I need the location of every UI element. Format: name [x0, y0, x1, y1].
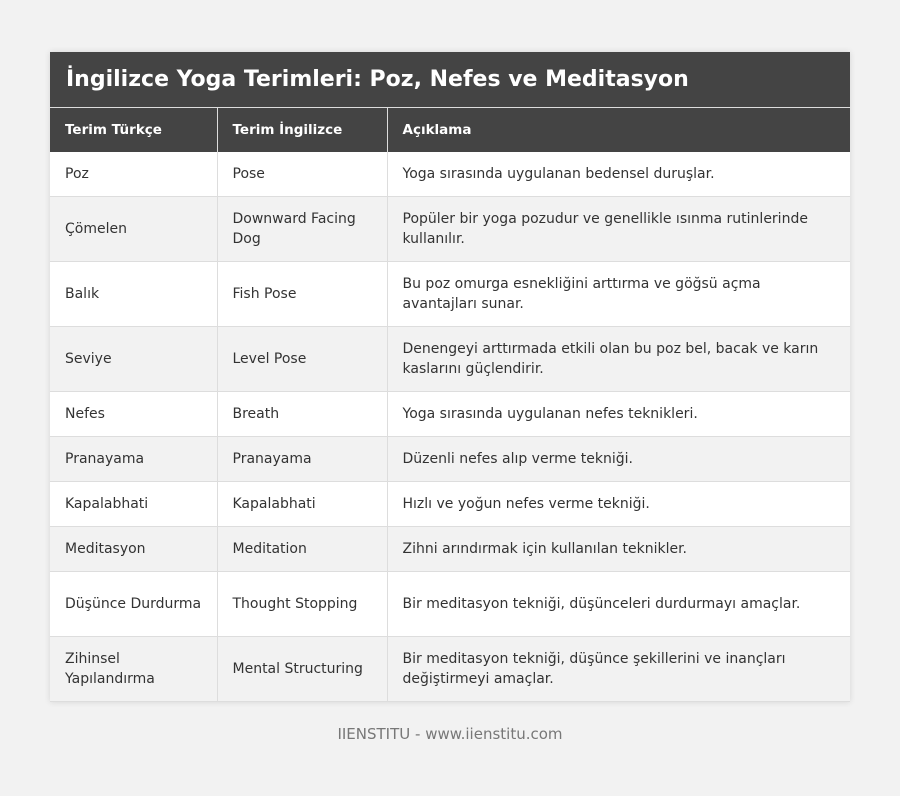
term-english-cell: Pose	[217, 152, 387, 197]
table-row	[50, 327, 850, 392]
term-turkish-cell: Pranayama	[50, 437, 217, 482]
header-row	[50, 108, 850, 152]
term-turkish-cell: Çömelen	[50, 197, 217, 262]
term-turkish-cell: Balık	[50, 262, 217, 327]
term-turkish-cell: Kapalabhati	[50, 482, 217, 527]
description-cell: Zihni arındırmak için kullanılan teknikler.	[387, 527, 850, 572]
description-cell: Popüler bir yoga pozudur ve genellikle ısınma rutinlerinde kullanılır.	[387, 197, 850, 262]
header-turkish: Terim Türkçe	[50, 108, 217, 152]
term-turkish-cell: Nefes	[50, 392, 217, 437]
table-row	[50, 637, 850, 702]
table-row	[50, 527, 850, 572]
header-english: Terim İngilizce	[217, 108, 387, 152]
table-row	[50, 572, 850, 637]
term-turkish-cell: Seviye	[50, 327, 217, 392]
term-turkish-cell: Zihinsel Yapılandırma	[50, 637, 217, 702]
description-cell: Bir meditasyon tekniği, düşünce şekillerini ve inançları değiştirmeyi amaçlar.	[387, 637, 850, 702]
table-row	[50, 152, 850, 197]
table-title: İngilizce Yoga Terimleri: Poz, Nefes ve Meditasyon	[50, 52, 850, 108]
table-row	[50, 197, 850, 262]
description-cell: Düzenli nefes alıp verme tekniği.	[387, 437, 850, 482]
term-english-cell: Pranayama	[217, 437, 387, 482]
term-turkish-cell: Poz	[50, 152, 217, 197]
description-cell: Denengeyi arttırmada etkili olan bu poz bel, bacak ve karın kaslarını güçlendirir.	[387, 327, 850, 392]
term-english-cell: Thought Stopping	[217, 572, 387, 637]
term-english-cell: Downward Facing Dog	[217, 197, 387, 262]
term-english-cell: Mental Structuring	[217, 637, 387, 702]
table-row	[50, 392, 850, 437]
description-cell: Bir meditasyon tekniği, düşünceleri durdurmayı amaçlar.	[387, 572, 850, 637]
term-english-cell: Meditation	[217, 527, 387, 572]
footer-credit: IIENSTITU - www.iienstitu.com	[337, 725, 563, 743]
description-cell: Hızlı ve yoğun nefes verme tekniği.	[387, 482, 850, 527]
table-row	[50, 262, 850, 327]
term-english-cell: Level Pose	[217, 327, 387, 392]
term-english-cell: Breath	[217, 392, 387, 437]
terms-table-card	[50, 52, 850, 702]
table-row	[50, 437, 850, 482]
description-cell: Yoga sırasında uygulanan nefes teknikleri.	[387, 392, 850, 437]
description-cell: Bu poz omurga esnekliğini arttırma ve göğsü açma avantajları sunar.	[387, 262, 850, 327]
table-row	[50, 482, 850, 527]
term-turkish-cell: Düşünce Durdurma	[50, 572, 217, 637]
term-english-cell: Fish Pose	[217, 262, 387, 327]
description-cell: Yoga sırasında uygulanan bedensel duruşlar.	[387, 152, 850, 197]
header-description: Açıklama	[387, 108, 850, 152]
term-turkish-cell: Meditasyon	[50, 527, 217, 572]
term-english-cell: Kapalabhati	[217, 482, 387, 527]
terms-table	[50, 108, 850, 702]
